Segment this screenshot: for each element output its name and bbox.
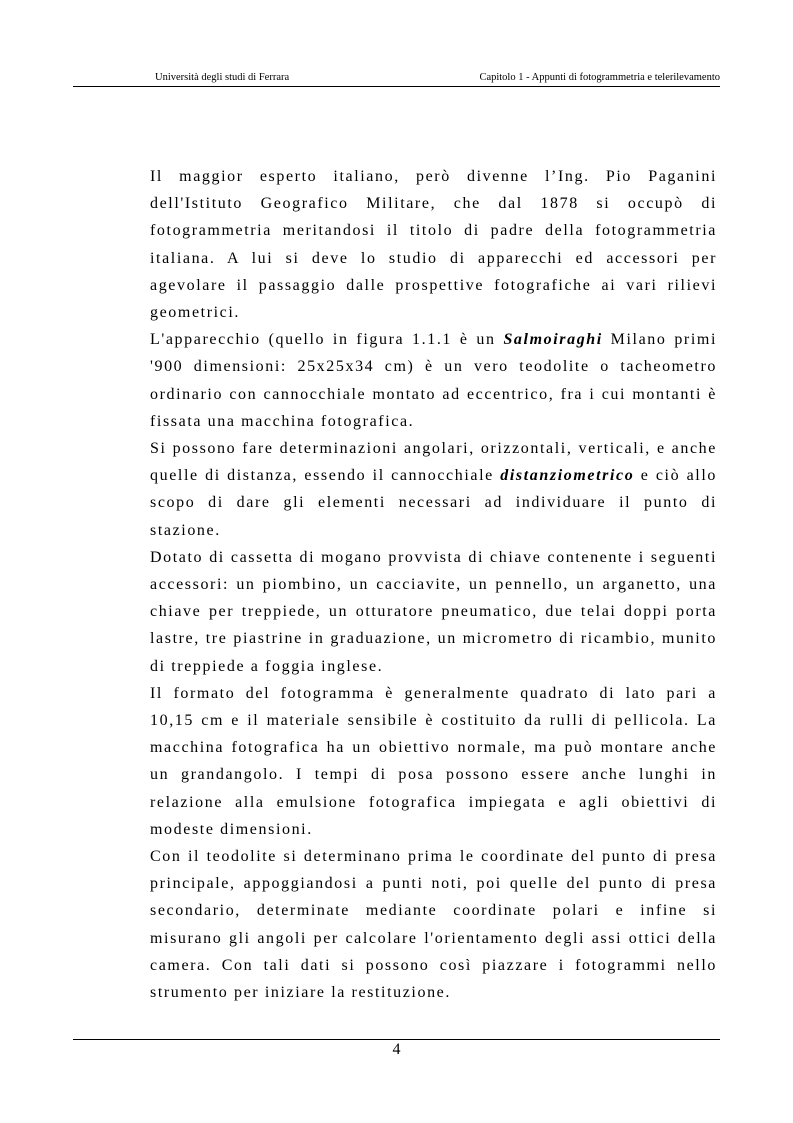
paragraph-accessori: Dotato di cassetta di mogano provvista di chiave contenente i seguenti accessori: un piombino, un cacciavite, un pennello, un arganetto, una chiave per treppiede, un otturatore pneumatico, due telai doppi porta lastre, tre piastrine in graduazione, un micrometro di ricambio, munito di treppiede a foggia inglese. — [150, 548, 717, 675]
paragraph-paganini: Il maggior esperto italiano, però divenne l’Ing. Pio Paganini dell'Istituto Geografico Militare, che dal 1878 si occupò di fotogrammetria meritandosi il titolo di padre della fotogrammetria italiana. A lui si deve lo studio di apparecchi ed accessori per agevolare il passaggio dalle prospettive fotografiche ai vari rilievi geometrici. — [150, 168, 717, 322]
paragraph-text: L'apparecchio (quello in figura 1.1.1 è un — [150, 331, 504, 349]
header-divider — [73, 86, 720, 87]
emphasis-distanziometrico: distanziometrico — [500, 467, 635, 485]
page-header — [73, 70, 720, 86]
paragraph-text: e ciò allo scopo di dare gli elementi necessari ad individuare il punto di stazione. — [150, 467, 717, 539]
body-text — [150, 163, 717, 1006]
paragraph-teodolite: Con il teodolite si determinano prima le coordinate del punto di presa principale, appoggiandosi a punti noti, poi quelle del punto di presa secondario, determinate mediante coordinate polari e infine si misurano gli angoli per calcolare l'orientamento degli assi ottici della camera. Con tali dati si possono così piazzare i fotogrammi nello strumento per iniziare la restituzione. — [150, 848, 717, 1002]
paragraph-text: Milano primi '900 dimensioni: 25x25x34 cm) è un vero teodolite o tacheometro ordinario con cannocchiale montato ad eccentrico, fra i cui montanti è fissata una macchina fotografica. — [150, 331, 717, 430]
paragraph-formato: Il formato del fotogramma è generalmente quadrato di lato pari a 10,15 cm e il materiale sensibile è costituito da rulli di pellicola. La macchina fotografica ha un obiettivo normale, ma può montare anche un grandangolo. I tempi di posa possono essere anche lunghi in relazione alla emulsione fotografica impiegata e agli obiettivi di modeste dimensioni. — [150, 684, 717, 838]
paragraph-determinazioni — [150, 435, 717, 544]
header-university: Università degli studi di Ferrara — [155, 72, 290, 83]
emphasis-salmoiraghi: Salmoiraghi — [503, 331, 603, 349]
paragraph-apparecchio — [150, 326, 717, 435]
header-chapter-title: Capitolo 1 - Appunti di fotogrammetria e telerilevamento — [479, 72, 720, 83]
paragraph-text: Si possono fare determinazioni angolari, orizzontali, verticali, e anche quelle di distanza, essendo il cannocchiale — [150, 440, 717, 485]
page-number: 4 — [392, 1041, 401, 1058]
